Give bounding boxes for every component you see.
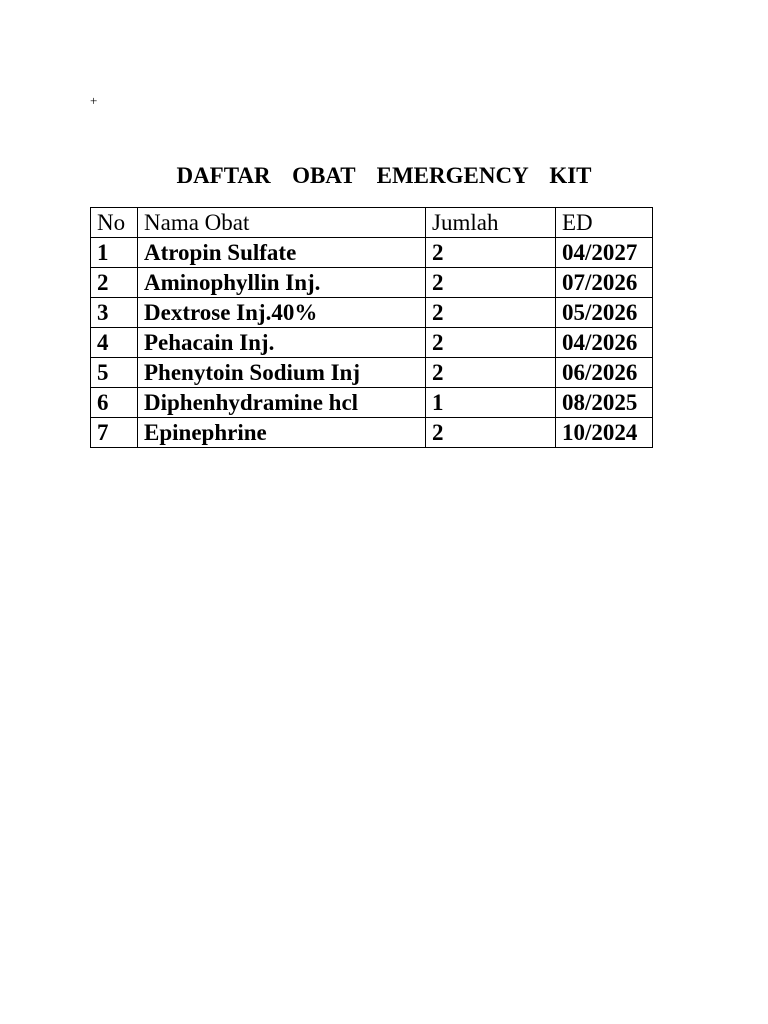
plus-mark: + [90, 93, 98, 108]
cell-name: Aminophyllin Inj. [138, 268, 426, 298]
cell-ed: 07/2026 [556, 268, 653, 298]
cell-qty: 1 [426, 388, 556, 418]
cell-ed: 06/2026 [556, 358, 653, 388]
cell-qty: 2 [426, 418, 556, 448]
cell-name: Phenytoin Sodium Inj [138, 358, 426, 388]
cell-ed: 05/2026 [556, 298, 653, 328]
cell-name: Pehacain Inj. [138, 328, 426, 358]
cell-ed: 04/2026 [556, 328, 653, 358]
cell-no: 5 [91, 358, 138, 388]
table-row [91, 418, 653, 448]
cell-no: 7 [91, 418, 138, 448]
cell-qty: 2 [426, 298, 556, 328]
cell-name: Diphenhydramine hcl [138, 388, 426, 418]
table-row [91, 328, 653, 358]
header-name: Nama Obat [138, 208, 426, 238]
cell-ed: 08/2025 [556, 388, 653, 418]
table-row [91, 238, 653, 268]
page-title: DAFTAR OBAT EMERGENCY KIT [176, 163, 592, 188]
cell-qty: 2 [426, 268, 556, 298]
table-row [91, 388, 653, 418]
cell-qty: 2 [426, 328, 556, 358]
cell-no: 3 [91, 298, 138, 328]
header-no: No [91, 208, 138, 238]
cell-ed: 10/2024 [556, 418, 653, 448]
table-row [91, 358, 653, 388]
cell-no: 2 [91, 268, 138, 298]
cell-no: 1 [91, 238, 138, 268]
header-qty: Jumlah [426, 208, 556, 238]
medicine-table [90, 207, 653, 448]
table-row [91, 298, 653, 328]
table-header-row [91, 208, 653, 238]
table-row [91, 268, 653, 298]
cell-name: Epinephrine [138, 418, 426, 448]
header-ed: ED [556, 208, 653, 238]
cell-no: 6 [91, 388, 138, 418]
cell-ed: 04/2027 [556, 238, 653, 268]
cell-name: Atropin Sulfate [138, 238, 426, 268]
cell-qty: 2 [426, 358, 556, 388]
cell-name: Dextrose Inj.40% [138, 298, 426, 328]
cell-qty: 2 [426, 238, 556, 268]
cell-no: 4 [91, 328, 138, 358]
